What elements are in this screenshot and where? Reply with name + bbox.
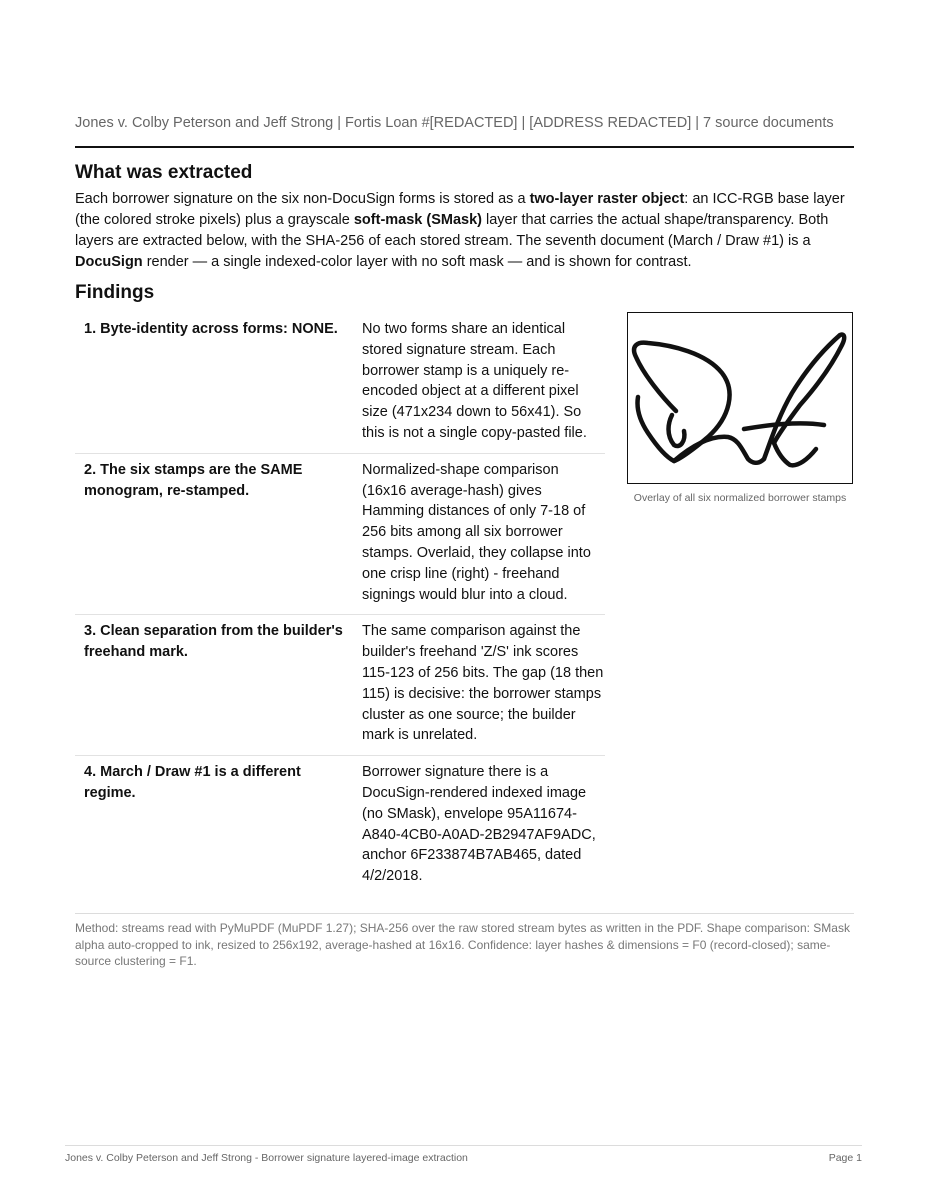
finding-text: The same comparison against the builder's freehand 'Z/S' ink scores 115-123 of 256 bits. The gap (18 then 115) is decisive: the borrower stamps cluster as one source; the builder mark is unrelated.	[362, 623, 604, 744]
document-header: Jones v. Colby Peterson and Jeff Strong | Fortis Loan #[REDACTED] | [ADDRESS REDACTED] | 7 source documents	[75, 115, 834, 131]
findings-table	[75, 313, 605, 896]
page-number: Page 1	[828, 1152, 862, 1164]
finding-text: No two forms share an identical stored signature stream. Each borrower stamp is a uniquely re-encoded object at a different pixel size (471x234 down to 56x41). So this is not a single copy-pasted file.	[362, 321, 587, 441]
finding-row-3	[75, 615, 605, 756]
finding-row-2	[75, 454, 605, 616]
method-note: Method: streams read with PyMuPDF (MuPDF 1.27); SHA-256 over the raw stored stream bytes as written in the PDF. Shape comparison: SMask alpha auto-cropped to ink, resized to 256x192, average-hashed at 16x16. Confidence: layer hashes & dimensions = F0 (record-closed); same-source clustering = F1.	[75, 921, 850, 968]
extracted-paragraph	[75, 189, 855, 273]
section-heading-extracted: What was extracted	[75, 162, 253, 183]
extracted-text-4: render — a single indexed-color layer with no soft mask — and is shown for contrast.	[142, 254, 692, 270]
extracted-text-1: Each borrower signature on the six non-DocuSign forms is stored as a	[75, 191, 530, 207]
finding-title: 2. The six stamps are the SAME monogram, re-stamped.	[84, 461, 303, 499]
signature-overlay-figure	[627, 312, 853, 505]
figure-caption: Overlay of all six normalized borrower stamps	[633, 492, 847, 504]
finding-row-4	[75, 756, 605, 896]
method-divider	[75, 913, 854, 914]
footer-title: Jones v. Colby Peterson and Jeff Strong - Borrower signature layered-image extraction	[65, 1152, 468, 1164]
finding-title: 4. March / Draw #1 is a different regime.	[84, 764, 301, 802]
finding-row-1	[75, 313, 605, 454]
signature-overlay-image	[627, 312, 853, 484]
extracted-bold-1: two-layer raster object	[529, 191, 685, 207]
extracted-bold-3: DocuSign	[75, 254, 143, 270]
footer-divider	[65, 1145, 862, 1146]
finding-title: 1. Byte-identity across forms: NONE.	[84, 321, 338, 337]
section-heading-findings: Findings	[75, 282, 155, 303]
extracted-text-2: : an ICC-RGB base layer (the colored stroke pixels) plus a grayscale	[75, 191, 845, 228]
header-divider	[75, 146, 854, 148]
signature-overlay-strokes	[628, 313, 852, 483]
finding-title: 3. Clean separation from the builder's freehand mark.	[84, 623, 343, 661]
extracted-bold-2: soft-mask (SMask)	[353, 212, 482, 228]
finding-text: Borrower signature there is a DocuSign-rendered indexed image (no SMask), envelope 95A11674-A840-4CB0-A0AD-2B2947AF9ADC, anchor 6F233874B7AB465, dated 4/2/2018.	[362, 764, 596, 885]
finding-text: Normalized-shape comparison (16x16 average-hash) gives Hamming distances of only 7-18 of 256 bits among all six borrower stamps. Overlaid, they collapse into one crisp line (right) - freehand signings would blur into a cloud.	[362, 461, 591, 603]
extracted-text-3: layer that carries the actual shape/transparency. Both layers are extracted below, with the SHA-256 of each stored stream. The seventh document (March / Draw #1) is a	[75, 212, 829, 249]
